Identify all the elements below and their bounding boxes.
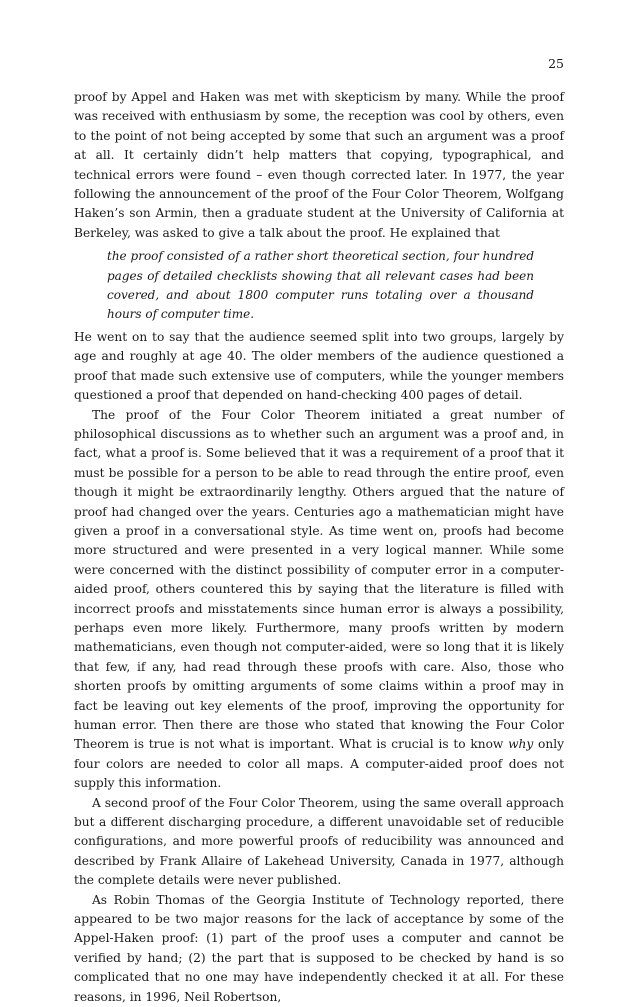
paragraph-3-text-a: The proof of the Four Color Theorem initiated a great number of philosophical discussions as to whether such an argument was a proof and, in fact, what a proof is. Some believed that it was a requirement of a proof that it must be possible for a person to be able to read through the entire proof, even though it might be extraordinarily lengthy. Others argued that the nature of proof had changed over the years. Centuries ago a mathematician might have given a proof in a conversational style. As time went on, proofs had become more structured and were presented in a very logical manner. While some were concerned with the distinct possibility of computer error in a computer-aided proof, others countered this by saying that the literature is filled with incorrect proofs and misstatements since human error is always a possibility, perhaps even more likely. Furthermore, many proofs written by modern mathematicians, even though not computer-aided, were so long that it is likely that few, if any, had read through these proofs with care. Also, those who shorten proofs by omitting arguments of some claims within a proof may in fact be leaving out key elements of the proof, improving the opportunity for human error. Then there are those who stated that knowing the Four Color Theorem is true is not what is important. What is crucial is to know (74, 407, 564, 752)
paragraph-3-text-b: only four colors are needed to color all maps. A computer-aided proof does not supply this information. (74, 737, 564, 791)
paragraph-4: A second proof of the Four Color Theorem, using the same overall approach but a different discharging procedure, a different unavoidable set of reducible configurations, and more powerful proofs of reducibility was announced and described by Frank Allaire of Lakehead University, Canada in 1977, although the complete details were never published. (74, 795, 564, 888)
paragraph-5: As Robin Thomas of the Georgia Institute of Technology reported, there appeared to be two major reasons for the lack of acceptance by some of the Appel-Haken proof: (1) part of the proof uses a computer and cannot be verified by hand; (2) the part that is supposed to be checked by hand is so complicated that no one may have independently checked it at all. For these reasons, in 1996, Neil Robertson, (74, 892, 564, 1004)
paragraph-3 (74, 406, 564, 794)
paragraph-1: proof by Appel and Haken was met with skepticism by many. While the proof was received with enthusiasm by some, the reception was cool by others, even to the point of not being accepted by some that such an argument was a proof at all. It certainly didn’t help matters that copying, typographical, and technical errors were found – even though corrected later. In 1977, the year following the announcement of the proof of the Four Color Theorem, Wolfgang Haken’s son Armin, then a graduate student at the University of California at Berkeley, was asked to give a talk about the proof. He explained that (74, 90, 564, 240)
block-quote: the proof consisted of a rather short theoretical section, four hundred pages of detailed checklists showing that all relevant cases had been covered, and about 1800 computer runs totaling over a thousand hours of computer time. (107, 249, 534, 322)
paragraph-2: He went on to say that the audience seemed split into two groups, largely by age and roughly at age 40. The older members of the audience questioned a proof that made such extensive use of computers, while the younger members questioned a proof that depended on hand-checking 400 pages of detail. (74, 329, 564, 403)
body-text (74, 88, 564, 1007)
page-number: 25 (548, 56, 564, 71)
emphasis-why: why (508, 737, 534, 752)
